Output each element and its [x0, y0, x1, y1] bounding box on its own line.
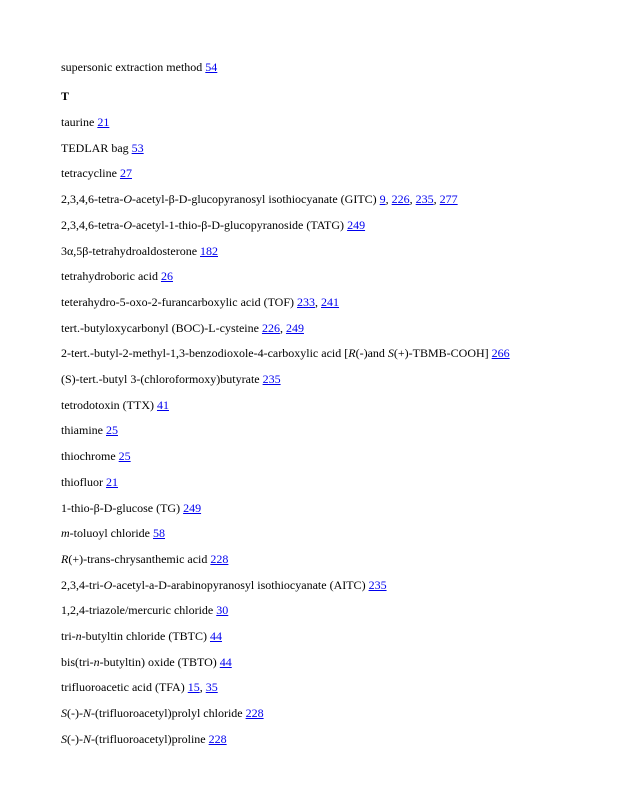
entry-term: tri-n-butyltin chloride (TBTC) — [61, 629, 207, 643]
page-link[interactable]: 266 — [491, 346, 510, 361]
index-entry: supersonic extraction method 54 — [61, 60, 218, 74]
page-link[interactable]: 44 — [219, 654, 232, 669]
page-link[interactable]: 54 — [205, 60, 218, 74]
entry-term: thiochrome — [61, 449, 116, 464]
page-link[interactable]: 235 — [262, 372, 281, 386]
page-link[interactable]: 21 — [97, 115, 110, 129]
page-link[interactable]: 26 — [160, 269, 173, 284]
page-link[interactable]: 30 — [216, 603, 229, 618]
entry-term: TEDLAR bag — [61, 140, 129, 155]
page-link[interactable]: 228 — [208, 731, 227, 746]
entry-term: tetrahydroboric acid — [61, 269, 158, 284]
page-link[interactable]: 226 — [391, 192, 410, 207]
page-link[interactable]: 277 — [439, 192, 458, 207]
entry-term: teterahydro-5-oxo-2-furancarboxylic acid (TOF) — [61, 294, 295, 309]
entry-term: S(-)-N-(trifluoroacetyl)prolyl chloride — [61, 706, 243, 721]
page-link[interactable]: 25 — [118, 449, 131, 464]
entry-term: S(-)-N-(trifluoroacetyl)proline — [61, 731, 206, 746]
page-link[interactable]: 228 — [245, 706, 264, 721]
index-entry: tert.-butyloxycarbonyl (BOC)-L-cysteine 226, 249 — [61, 320, 304, 335]
index-entry — [61, 218, 365, 232]
index-entry — [61, 346, 510, 360]
page-link[interactable]: 249 — [285, 320, 304, 335]
page-link[interactable]: 53 — [131, 140, 144, 155]
index-entry — [61, 732, 227, 746]
entry-term: 2,3,4,6-tetra-O-acetyl-β-D-glucopyranosyl isothiocyanate (GITC) — [61, 192, 377, 207]
index-entry — [61, 552, 228, 566]
entry-term: bis(tri-n-butyltin) oxide (TBTO) — [61, 654, 217, 669]
page-link[interactable]: 226 — [261, 320, 280, 335]
page-link[interactable]: 182 — [200, 243, 219, 258]
index-entry: 2,3,4,6-tetra-O-acetyl-β-D-glucopyranosyl isothiocyanate (GITC) 9, 226, 235, 277 — [61, 192, 458, 207]
entry-term: m-toluoyl chloride — [61, 526, 150, 541]
index-entry — [61, 449, 131, 463]
entry-term: 1,2,4-triazole/mercuric chloride — [61, 603, 214, 618]
entry-term: 3α,5β-tetrahydroaldosterone — [61, 243, 198, 258]
index-entry — [61, 398, 169, 412]
page-link[interactable]: 249 — [183, 500, 202, 515]
index-entry — [61, 706, 264, 720]
index-entry — [61, 166, 132, 180]
entry-term: tert.-butyloxycarbonyl (BOC)-L-cysteine — [61, 320, 259, 335]
index-entry — [61, 141, 144, 155]
index-entry — [61, 475, 118, 489]
entry-term: tetrodotoxin (TTX) — [61, 397, 154, 412]
index-entry — [61, 423, 118, 437]
index-entry — [61, 655, 232, 669]
entry-term: thiamine — [61, 423, 103, 438]
page-link[interactable]: 41 — [156, 397, 169, 412]
entry-term: R(+)-trans-chrysanthemic acid — [61, 551, 208, 566]
entry-term: 2-tert.-butyl-2-methyl-1,3-benzodioxole-4-carboxylic acid [R(-)and S(+)-TBMB-COOH] — [61, 346, 489, 361]
section-letter: T — [61, 89, 70, 103]
page-link[interactable]: 228 — [210, 551, 229, 566]
page-link[interactable]: 235 — [415, 192, 434, 207]
page-link[interactable]: 44 — [209, 629, 222, 643]
entry-term: taurine — [61, 115, 95, 129]
page-link[interactable]: 15 — [187, 680, 200, 695]
page-link[interactable]: 233 — [297, 294, 316, 309]
index-entry — [61, 269, 173, 283]
page-link[interactable]: 249 — [347, 217, 366, 232]
index-entry — [61, 244, 218, 258]
index-entry: teterahydro-5-oxo-2-furancarboxylic acid (TOF) 233, 241 — [61, 294, 340, 309]
page-link[interactable]: 25 — [106, 423, 118, 438]
page-link[interactable]: 35 — [205, 680, 218, 695]
entry-term: 2,3,4,6-tetra-O-acetyl-1-thio-β-D-glucopyranoside (TATG) — [61, 217, 345, 232]
index-entry: trifluoroacetic acid (TFA) 15, 35 — [61, 680, 218, 695]
index-entry — [61, 629, 222, 643]
page-link[interactable]: 9 — [379, 192, 386, 207]
page-link[interactable]: 241 — [321, 294, 340, 309]
page-link[interactable]: 27 — [119, 166, 132, 181]
entry-term: 2,3,4-tri-O-acetyl-a-D-arabinopyranosyl isothiocyanate (AITC) — [61, 577, 366, 592]
index-entry — [61, 115, 109, 129]
entry-term: 1-thio-β-D-glucose (TG) — [61, 500, 181, 515]
index-entry — [61, 526, 165, 540]
index-entry — [61, 372, 281, 386]
index-entry — [61, 501, 201, 515]
entry-term: (S)-tert.-butyl 3-(chloroformoxy)butyrate — [61, 372, 260, 386]
index-entry — [61, 578, 387, 592]
page-link[interactable]: 235 — [368, 577, 387, 592]
entry-term: tetracycline — [61, 166, 117, 181]
page-link[interactable]: 21 — [106, 474, 118, 489]
index-entry — [61, 603, 228, 617]
entry-term: trifluoroacetic acid (TFA) — [61, 680, 185, 695]
entry-term: thiofluor — [61, 474, 103, 489]
page-link[interactable]: 58 — [153, 526, 165, 541]
